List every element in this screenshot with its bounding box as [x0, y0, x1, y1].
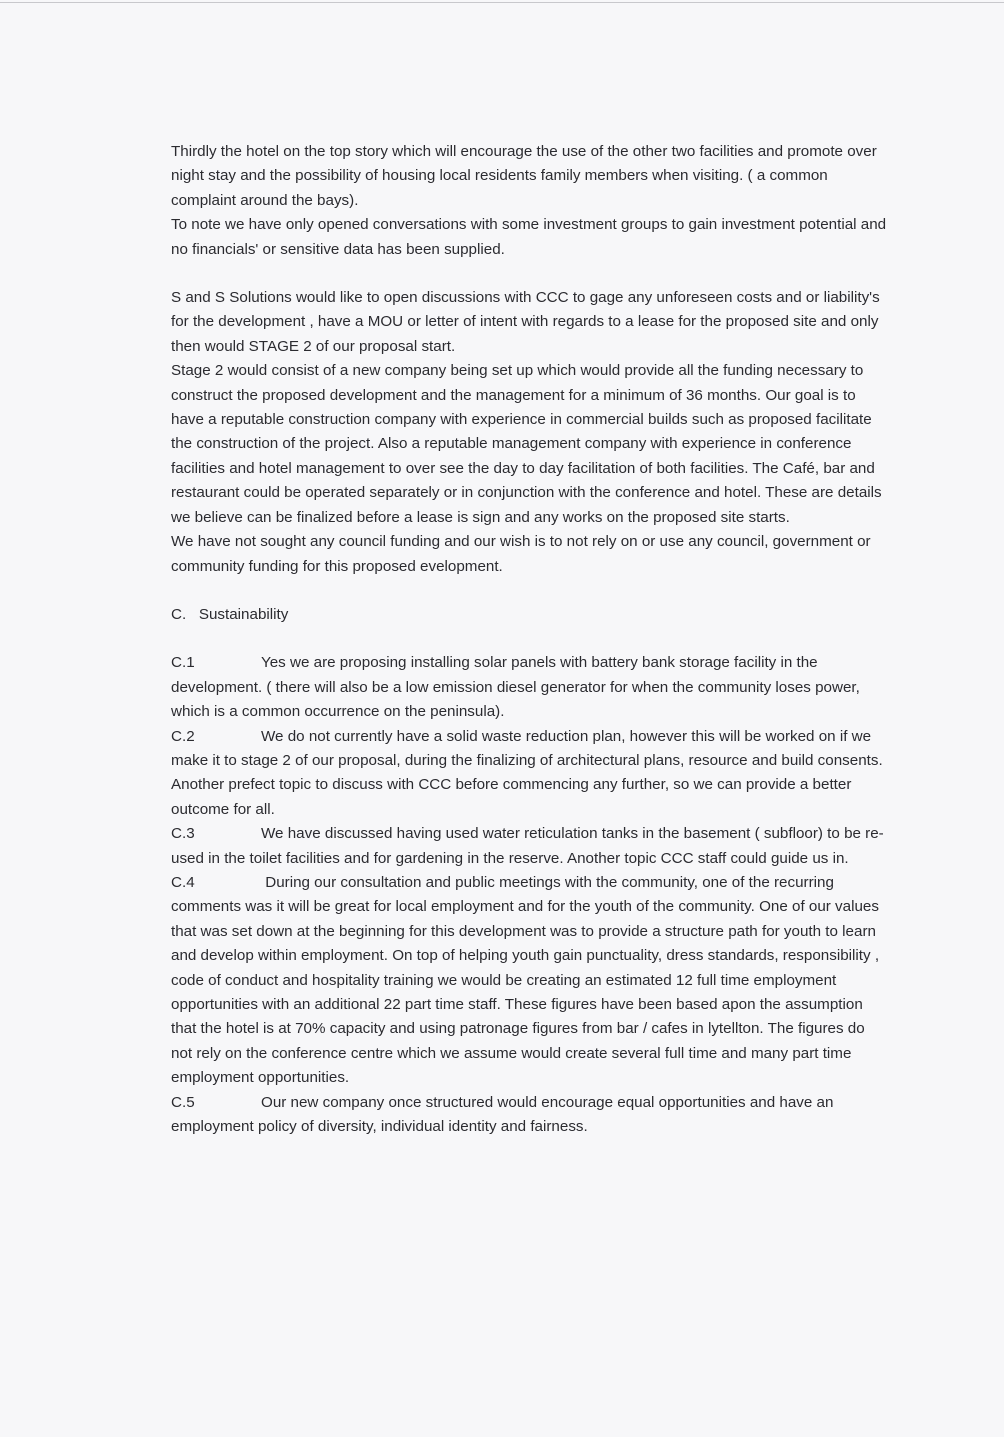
spacer: [171, 579, 887, 603]
stage-paragraph-2: Stage 2 would consist of a new company being set up which would provide all the funding necessary to construct the proposed development and the management for a minimum of 36 months. Our goal is to have a reputable construction company with experience in commercial builds such as proposed facilitate the construction of the project. Also a reputable management company with experience in conference facilities and hotel management to over see the day to day facilitation of both facilities. The Café, bar and restaurant could be operated separately or in conjunction with the conference and hotel. These are details we believe can be finalized before a lease is sign and any works on the proposed site starts.: [171, 362, 882, 526]
list-item: [171, 725, 887, 823]
item-number: C.4: [171, 873, 195, 891]
list-item: [171, 1091, 887, 1140]
document-body: [171, 140, 887, 1139]
item-number: C.2: [171, 727, 195, 745]
item-text: Yes we are proposing installing solar panels with battery bank storage facility in the development. ( there will also be a low emission diesel generator for when the community loses power, which is a common occurrence on the peninsula).: [171, 654, 860, 721]
list-item: [171, 871, 887, 1091]
item-text: During our consultation and public meetings with the community, one of the recurring comments was it will be great for local employment and for the youth of the community. One of our values that was set down at the beginning for this development was to provide a structure path for youth to learn and develop within employment. On top of helping youth gain punctuality, dress standards, responsibility , code of conduct and hospitality training we would be creating an estimated 12 full time employment opportunities with an additional 22 part time staff. These figures have been based apon the assumption that the hotel is at 70% capacity and using patronage figures from bar / cafes in lytellton. The figures do not rely on the conference centre which we assume would create several full time and many part time employment opportunities.: [171, 873, 880, 1087]
stage-paragraph-3: We have not sought any council funding and our wish is to not rely on or use any council, government or community funding for this proposed evelopment.: [171, 533, 871, 575]
stage-paragraph-1: S and S Solutions would like to open discussions with CCC to gage any unforeseen costs and or liability's for the development , have a MOU or letter of intent with regards to a lease for the proposed site and only then would STAGE 2 of our proposal start.: [171, 289, 880, 355]
section-heading-sustainability: C. Sustainability: [171, 605, 289, 623]
item-text: We have discussed having used water reticulation tanks in the basement ( subfloor) to be re-used in the toilet facilities and for gardening in the reserve. Another topic CCC staff could guide us in.: [171, 825, 884, 867]
item-number: C.1: [171, 654, 195, 672]
list-item: [171, 651, 887, 724]
item-number: C.3: [171, 825, 195, 843]
item-text: We do not currently have a solid waste reduction plan, however this will be worked on if we make it to stage 2 of our proposal, during the finalizing of architectural plans, resource and build consents. Another prefect topic to discuss with CCC before commencing any further, so we can provide a better outcome for all.: [171, 727, 883, 818]
spacer: [171, 627, 887, 651]
list-item: [171, 822, 887, 871]
item-number: C.5: [171, 1093, 195, 1111]
intro-paragraph-1: Thirdly the hotel on the top story which will encourage the use of the other two facilities and promote over night stay and the possibility of housing local residents family members when visiting. ( a common complaint around the bays).: [171, 143, 877, 209]
top-rule: [0, 2, 1004, 3]
item-text: Our new company once structured would encourage equal opportunities and have an employment policy of diversity, individual identity and fairness.: [171, 1093, 834, 1136]
spacer: [171, 262, 887, 286]
intro-paragraph-2: To note we have only opened conversations with some investment groups to gain investment potential and no financials' or sensitive data has been supplied.: [171, 216, 887, 258]
